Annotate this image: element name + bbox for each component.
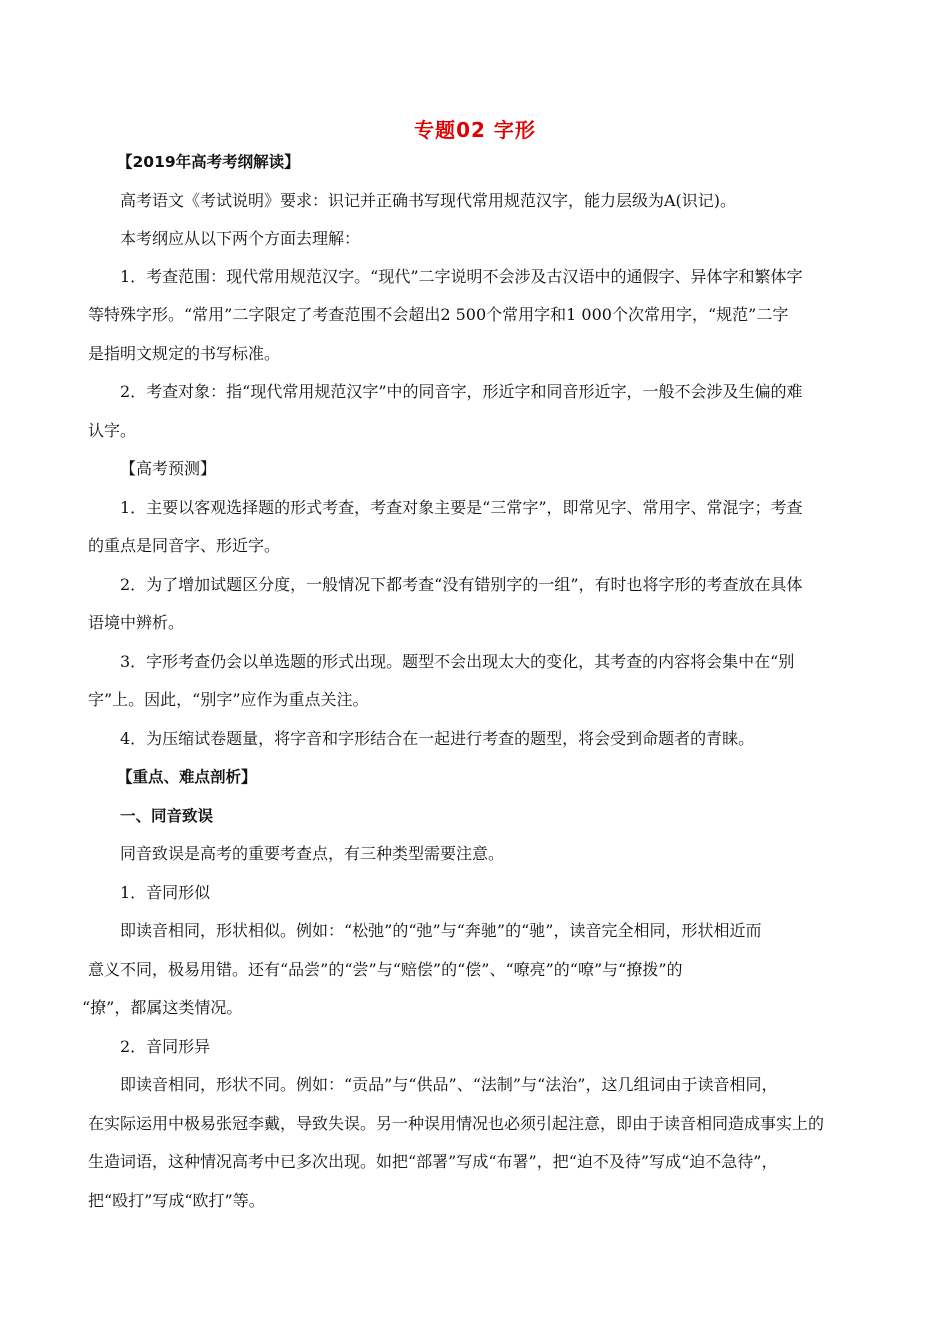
paragraph-line: 生造词语，这种情况高考中已多次出现。如把“部署”写成“布署”，把“迫不及待”写成“迫不急待”，: [88, 1152, 778, 1171]
paragraph-line: 2．考查对象：指“现代常用规范汉字”中的同音字，形近字和同音形近字，一般不会涉及生偏的难: [120, 382, 803, 401]
section-heading-forecast: 【高考预测】: [120, 459, 217, 478]
paragraph-line: 4．为压缩试卷题量，将字音和字形结合在一起进行考查的题型，将会受到命题者的青睐。: [120, 729, 755, 748]
paragraph-line: 3．字形考查仍会以单选题的形式出现。题型不会出现太大的变化，其考查的内容将会集中在“别: [120, 652, 795, 671]
paragraph: 同音致误是高考的重要考查点，有三种类型需要注意。: [120, 844, 505, 863]
section-heading-syllabus: 【2019年高考考纲解读】: [117, 153, 300, 171]
page-title: 专题02 字形: [414, 118, 536, 142]
item-title: 1．音同形似: [120, 883, 211, 902]
paragraph-line: “撩”，都属这类情况。: [82, 998, 243, 1017]
paragraph-line: 1．考查范围：现代常用规范汉字。“现代”二字说明不会涉及古汉语中的通假字、异体字和繁体字: [120, 267, 803, 286]
paragraph-line: 意义不同，极易用错。还有“品尝”的“尝”与“赔偿”的“偿”、“嘹亮”的“嘹”与“撩拨”的: [88, 960, 683, 979]
paragraph-line: 在实际运用中极易张冠李戴，导致失误。另一种误用情况也必须引起注意，即由于读音相同造成事实上的: [88, 1114, 825, 1133]
paragraph-line: 把“殴打”写成“欧打”等。: [88, 1191, 265, 1210]
paragraph-line: 2．为了增加试题区分度，一般情况下都考查“没有错别字的一组”，有时也将字形的考查放在具体: [120, 575, 803, 594]
paragraph-line: 1．主要以客观选择题的形式考查，考查对象主要是“三常字”，即常见字、常用字、常混字；考查: [120, 498, 803, 517]
section-heading-analysis: 【重点、难点剖析】: [117, 768, 257, 786]
paragraph-line: 是指明文规定的书写标准。: [88, 344, 281, 363]
paragraph-line: 语境中辨析。: [88, 613, 185, 632]
paragraph-line: 即读音相同，形状不同。例如：“贡品”与“供品”、“法制”与“法治”，这几组词由于读音相同，: [120, 1075, 778, 1094]
paragraph-line: 等特殊字形。“常用”二字限定了考查范围不会超出2 500个常用字和1 000个次常用字，“规范”二字: [88, 305, 789, 324]
paragraph-line: 即读音相同，形状相似。例如：“松弛”的“弛”与“奔驰”的“驰”，读音完全相同，形状相近而: [120, 921, 762, 940]
subsection-heading: 一、同音致误: [120, 807, 214, 825]
item-title: 2．音同形异: [120, 1037, 211, 1056]
paragraph: 高考语文《考试说明》要求：识记并正确书写现代常用规范汉字，能力层级为A(识记)。: [120, 191, 737, 210]
paragraph-line: 的重点是同音字、形近字。: [88, 536, 281, 555]
paragraph-line: 字”上。因此，“别字”应作为重点关注。: [88, 690, 369, 709]
paragraph: 本考纲应从以下两个方面去理解：: [120, 229, 361, 248]
paragraph-line: 认字。: [88, 421, 137, 440]
